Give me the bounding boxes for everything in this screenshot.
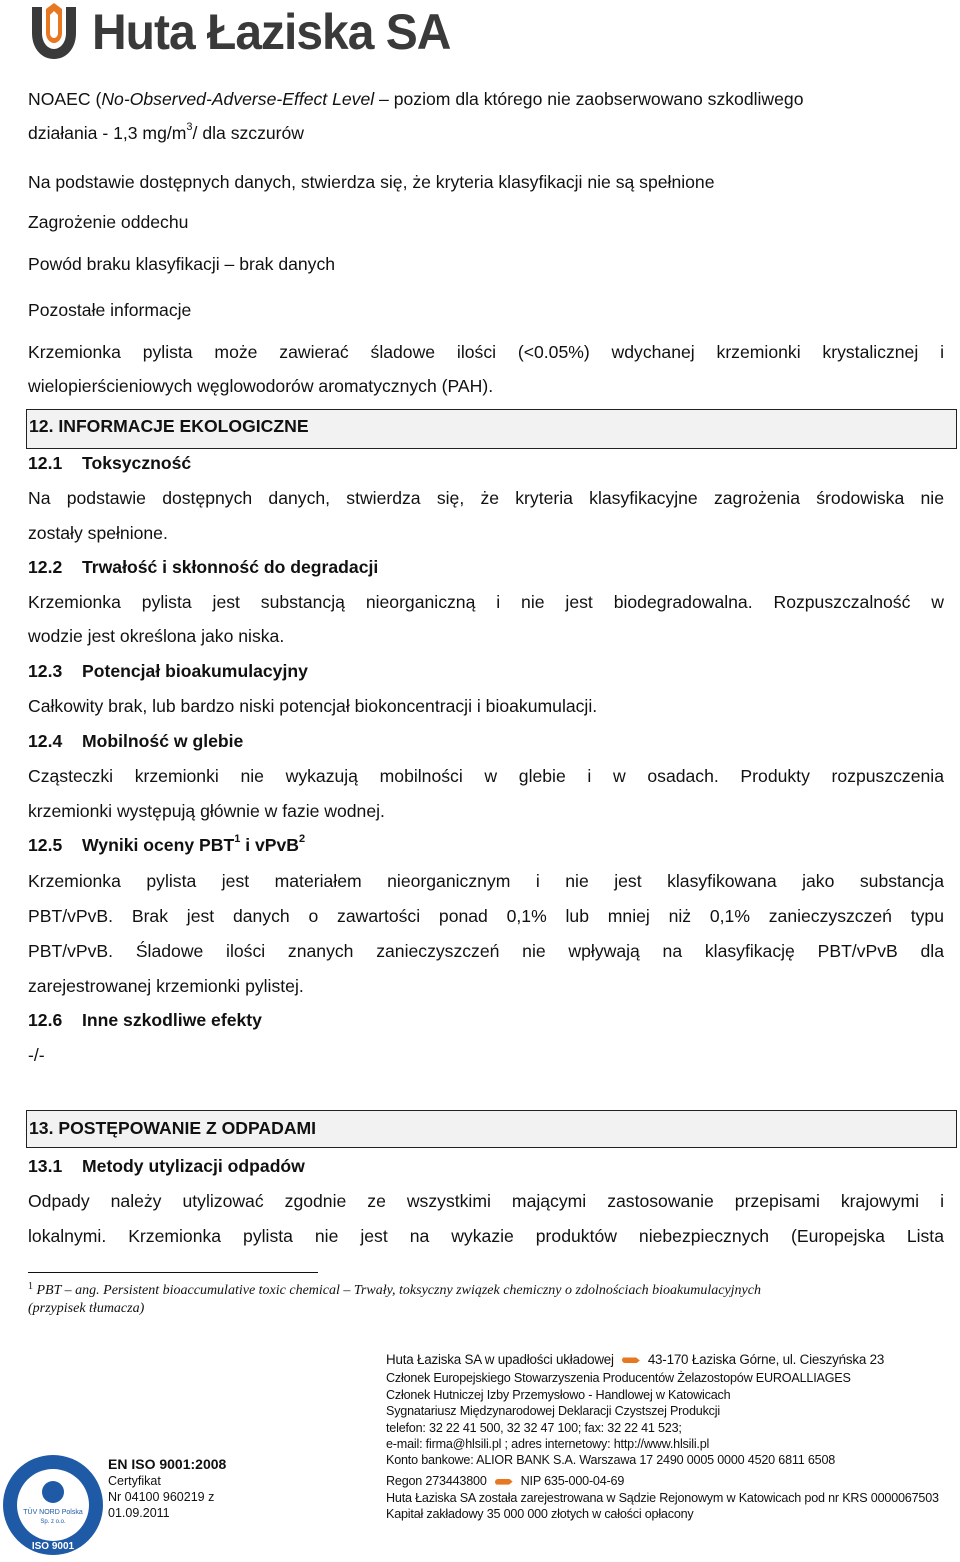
certificate-date: 01.09.2011 [108,1506,170,1520]
noaec-line-1: NOAEC (No-Observed-Adverse-Effect Level – poziom dla którego nie zaobserwowano szkodliwego [28,89,804,109]
section-13-title: 13. POSTĘPOWANIE Z ODPADAMI [29,1118,317,1138]
certificate-number: Nr 04100 960219 z [108,1490,215,1504]
s124-text-1: Cząsteczki krzemionki nie wykazują mobilności w glebie i w osadach. Produkty rozpuszczenia [28,766,944,786]
footer-regon-nip: Regon 273443800 NIP 635-000-04-69 [386,1474,625,1488]
section-12-header [26,409,957,449]
s121-text-2: zostały spełnione. [28,523,168,543]
s125-text-1: Krzemionka pylista jest materiałem nieorganicznym i nie jest klasyfikowana jako substancja [28,871,944,891]
subsection-13-1-heading: 13.1 Metody utylizacji odpadów [28,1156,305,1176]
seal-mid-text: Sp. z o.o. [40,1519,66,1525]
footnote-rule [28,1272,318,1273]
company-logo [26,2,450,64]
footer-line-3: Członek Hutniczej Izby Przemysłowo - Handlowej w Katowicach [386,1388,731,1402]
other-info-heading: Pozostałe informacje [28,300,192,320]
subsection-12-1-heading: 12.1 Toksyczność [28,453,192,473]
section-13-header [26,1110,957,1148]
section-12-title: 12. INFORMACJE EKOLOGICZNE [29,416,309,436]
iso-standard: EN ISO 9001:2008 [108,1456,227,1472]
aspiration-heading: Zagrożenie oddechu [28,212,189,232]
subsection-12-4-heading: 12.4 Mobilność w glebie [28,731,244,751]
subsection-12-2-heading: 12.2 Trwałość i skłonność do degradacji [28,557,379,577]
s125-text-4: zarejestrowanej krzemionki pylistej. [28,976,304,996]
subsection-12-3-heading: 12.3 Potencjał bioakumulacyjny [28,661,308,681]
s124-text-2: krzemionki występują głównie w fazie wodnej. [28,801,385,821]
flame-shield-icon [26,3,82,63]
footer-capital: Kapitał zakładowy 35 000 000 złotych w całości opłacony [386,1507,694,1521]
subsection-12-5-heading: 12.5 Wyniki oceny PBT$^1$ i vPvB$^2$ [28,833,306,855]
s122-text-1: Krzemionka pylista jest substancją nieorganiczną i nie jest biodegradowalna. Rozpuszczalność w [28,592,944,612]
silica-text-2: wielopierścieniowych węglowodorów aromatycznych (PAH). [28,376,494,396]
reason-text: Powód braku klasyfikacji – brak danych [28,254,336,274]
certificate-label: Certyfikat [108,1474,161,1488]
subsection-12-6-heading: 12.6 Inne szkodliwe efekty [28,1010,262,1030]
orange-arrow-icon [622,1357,640,1363]
footer-phone: telefon: 32 22 41 500, 32 32 47 100; fax: 32 22 41 523; [386,1421,682,1435]
s125-text-3: PBT/vPvB. Śladowe ilości znanych zanieczyszczeń nie wpływają na klasyfikację PBT/vPvB dla [28,941,944,961]
footnote-line-1: $^1$ PBT – ang. Persistent bioaccumulative toxic chemical – Trwały, toksyczny związek chemiczny o zdolnościach bioakumulacyjnych [28,1281,761,1298]
silica-text-1: Krzemionka pylista może zawierać śladowe ilości (<0.05%) wdychanej krzemionki krystalicznej i [28,342,944,362]
noaec-line-2: działania - 1,3 $mg/m^3/$ dla szczurów [28,121,305,143]
footer-krs: Huta Łaziska SA została zarejestrowana w Sądzie Rejonowym w Katowicach pod nr KRS 0000067503 [386,1491,939,1505]
footer-line-2: Członek Europejskiego Stowarzyszenia Producentów Żelazostopów EUROALLIAGES [386,1371,851,1385]
footer-email: e-mail: firma@hlsili.pl ; adres internetowy: http://www.hlsili.pl [386,1437,710,1451]
s123-text-1: Całkowity brak, lub bardzo niski potencjał biokoncentracji i bioakumulacji. [28,696,598,716]
s131-text-2: lokalnymi. Krzemionka pylista nie jest na wykazie produktów niebezpiecznych (Europejska Lista [28,1226,944,1246]
certificate-info [108,1455,226,1521]
s131-text-1: Odpady należy utylizować zgodnie ze wszystkimi mającymi zastosowanie przepisami krajowymi i [28,1191,944,1211]
logo-text: Huta Łaziska SA [92,4,451,61]
criteria-text: Na podstawie dostępnych danych, stwierdza się, że kryteria klasyfikacji nie są spełnione [28,172,715,192]
seal-bottom-text: ISO 9001 [31,1541,75,1552]
tuv-certification-seal [0,1452,106,1558]
company-address: Huta Łaziska SA w upadłości układowej 43-170 Łaziska Górne, ul. Cieszyńska 23 [386,1352,885,1367]
footer-bank: Konto bankowe: ALIOR BANK S.A. Warszawa 17 2490 0005 0000 4520 6811 6508 [386,1453,836,1467]
s122-text-2: wodzie jest określona jako niska. [28,626,285,646]
footer-line-4: Sygnatariusz Międzynarodowej Deklaracji Czystszej Produkcji [386,1404,720,1418]
s125-text-2: PBT/vPvB. Brak jest danych o zawartości ponad 0,1% lub mniej niż 0,1% zanieczyszczeń typu [28,906,944,926]
seal-top-text: TÜV NORD Polska [23,1509,83,1516]
orange-arrow-icon [495,1479,513,1485]
footnote-line-2: (przypisek tłumacza) [28,1301,145,1316]
s121-text-1: Na podstawie dostępnych danych, stwierdza się, że kryteria klasyfikacyjne zagrożenia środowiska nie [28,488,944,508]
s126-text-1: -/- [28,1045,45,1065]
